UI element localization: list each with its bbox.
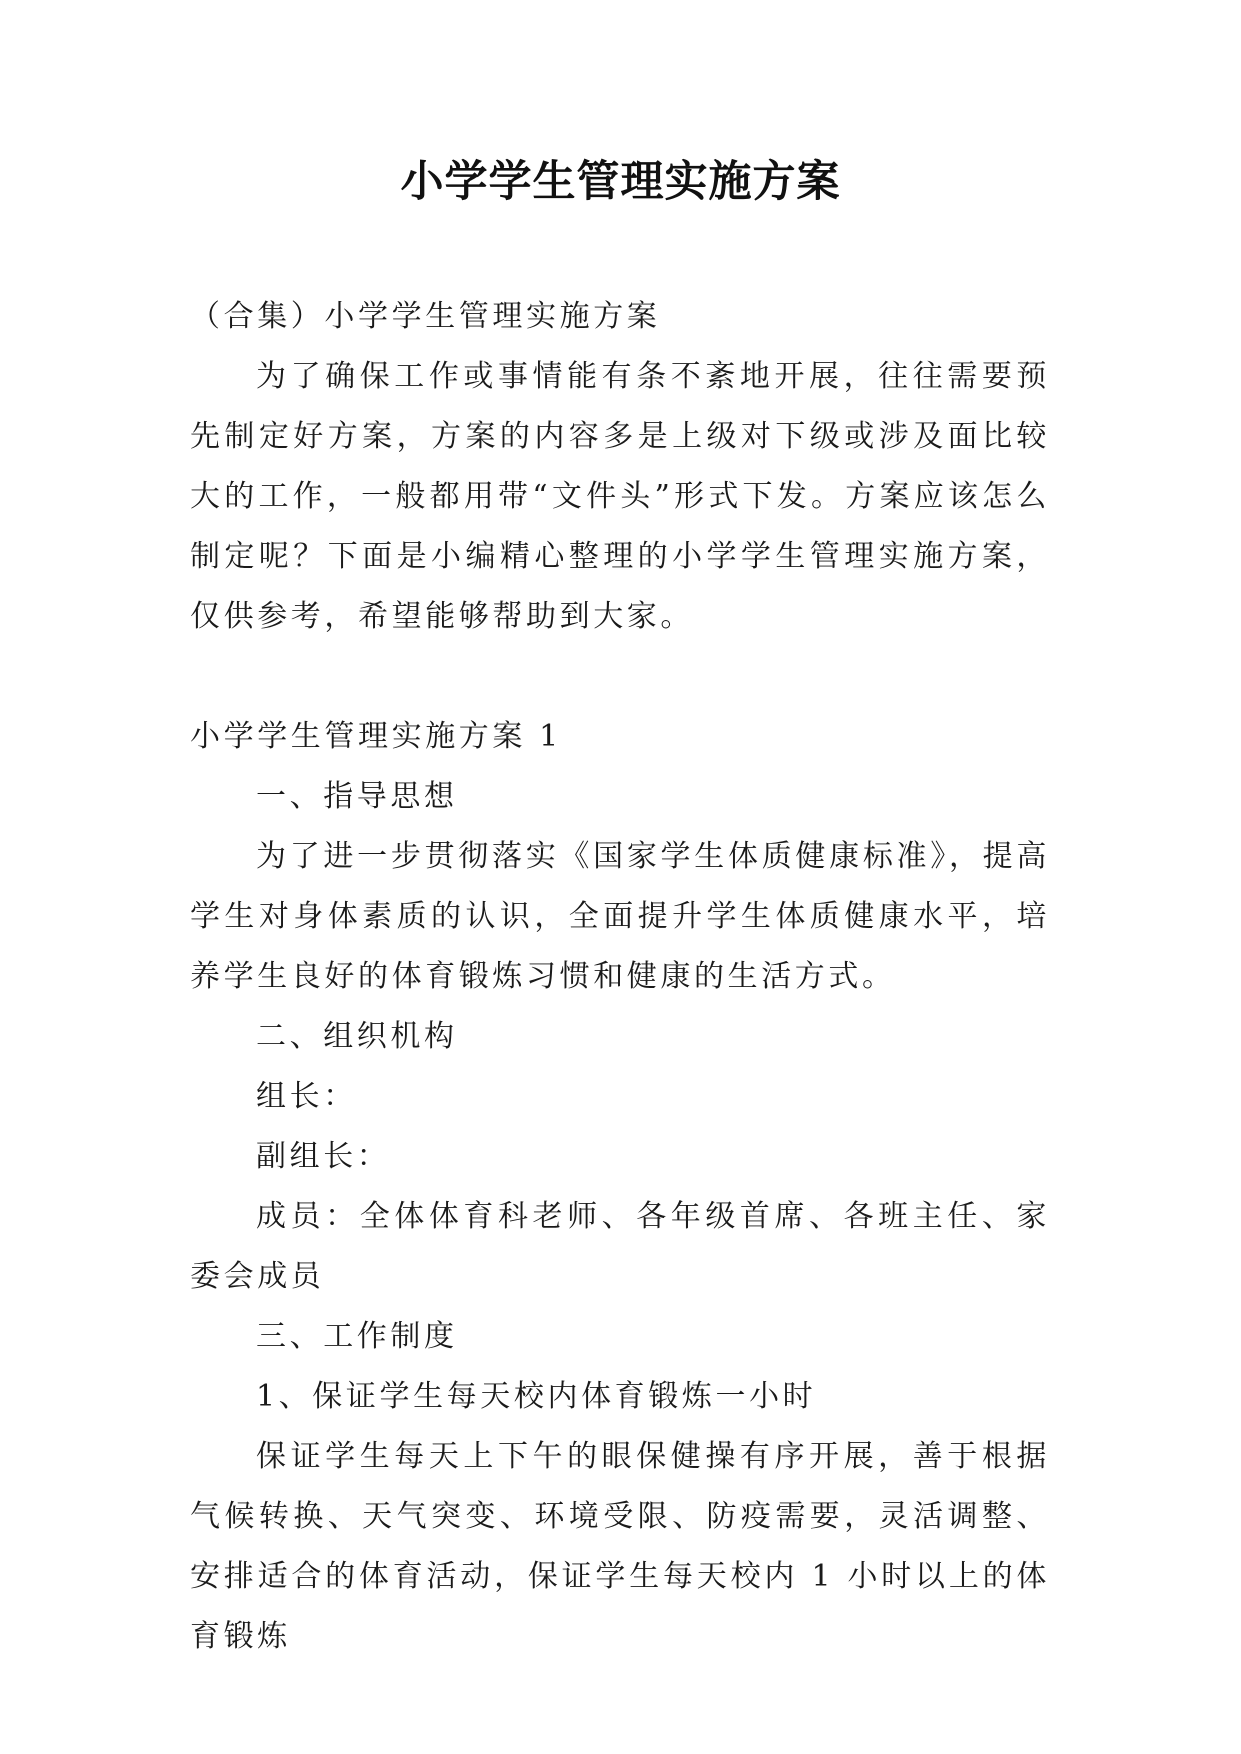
line-group-leader: 组长：	[256, 1079, 357, 1114]
document-title: 小学学生管理实施方案	[400, 157, 841, 207]
paragraph-spacer	[190, 647, 1050, 707]
heading-organization: 二、组织机构	[256, 1019, 458, 1054]
line-members: 成员：全体体育科老师、各年级首席、各班主任、家委会成员	[190, 1199, 1050, 1294]
subheading-daily-exercise: 1、保证学生每天校内体育锻炼一小时	[256, 1379, 817, 1414]
collection-heading: （合集）小学学生管理实施方案	[190, 299, 661, 334]
section-title: 小学学生管理实施方案 1	[190, 719, 562, 754]
line-deputy-leader: 副组长：	[256, 1139, 391, 1174]
heading-work-system: 三、工作制度	[256, 1319, 458, 1354]
intro-paragraph: 为了确保工作或事情能有条不紊地开展，往往需要预先制定好方案，方案的内容多是上级对下级或涉及面比较大的工作，一般都用带“文件头”形式下发。方案应该怎么制定呢？下面是小编精心整理的小学学生管理实施方案，仅供参考，希望能够帮助到大家。	[190, 359, 1050, 634]
paragraph-guiding-ideology: 为了进一步贯彻落实《国家学生体质健康标准》，提高学生对身体素质的认识，全面提升学生体质健康水平，培养学生良好的体育锻炼习惯和健康的生活方式。	[190, 839, 1050, 994]
document-body	[190, 287, 1050, 1667]
paragraph-daily-exercise: 保证学生每天上下午的眼保健操有序开展，善于根据气候转换、天气突变、环境受限、防疫需要，灵活调整、安排适合的体育活动，保证学生每天校内 1 小时以上的体育锻炼	[190, 1439, 1050, 1654]
heading-guiding-ideology: 一、指导思想	[256, 779, 458, 814]
